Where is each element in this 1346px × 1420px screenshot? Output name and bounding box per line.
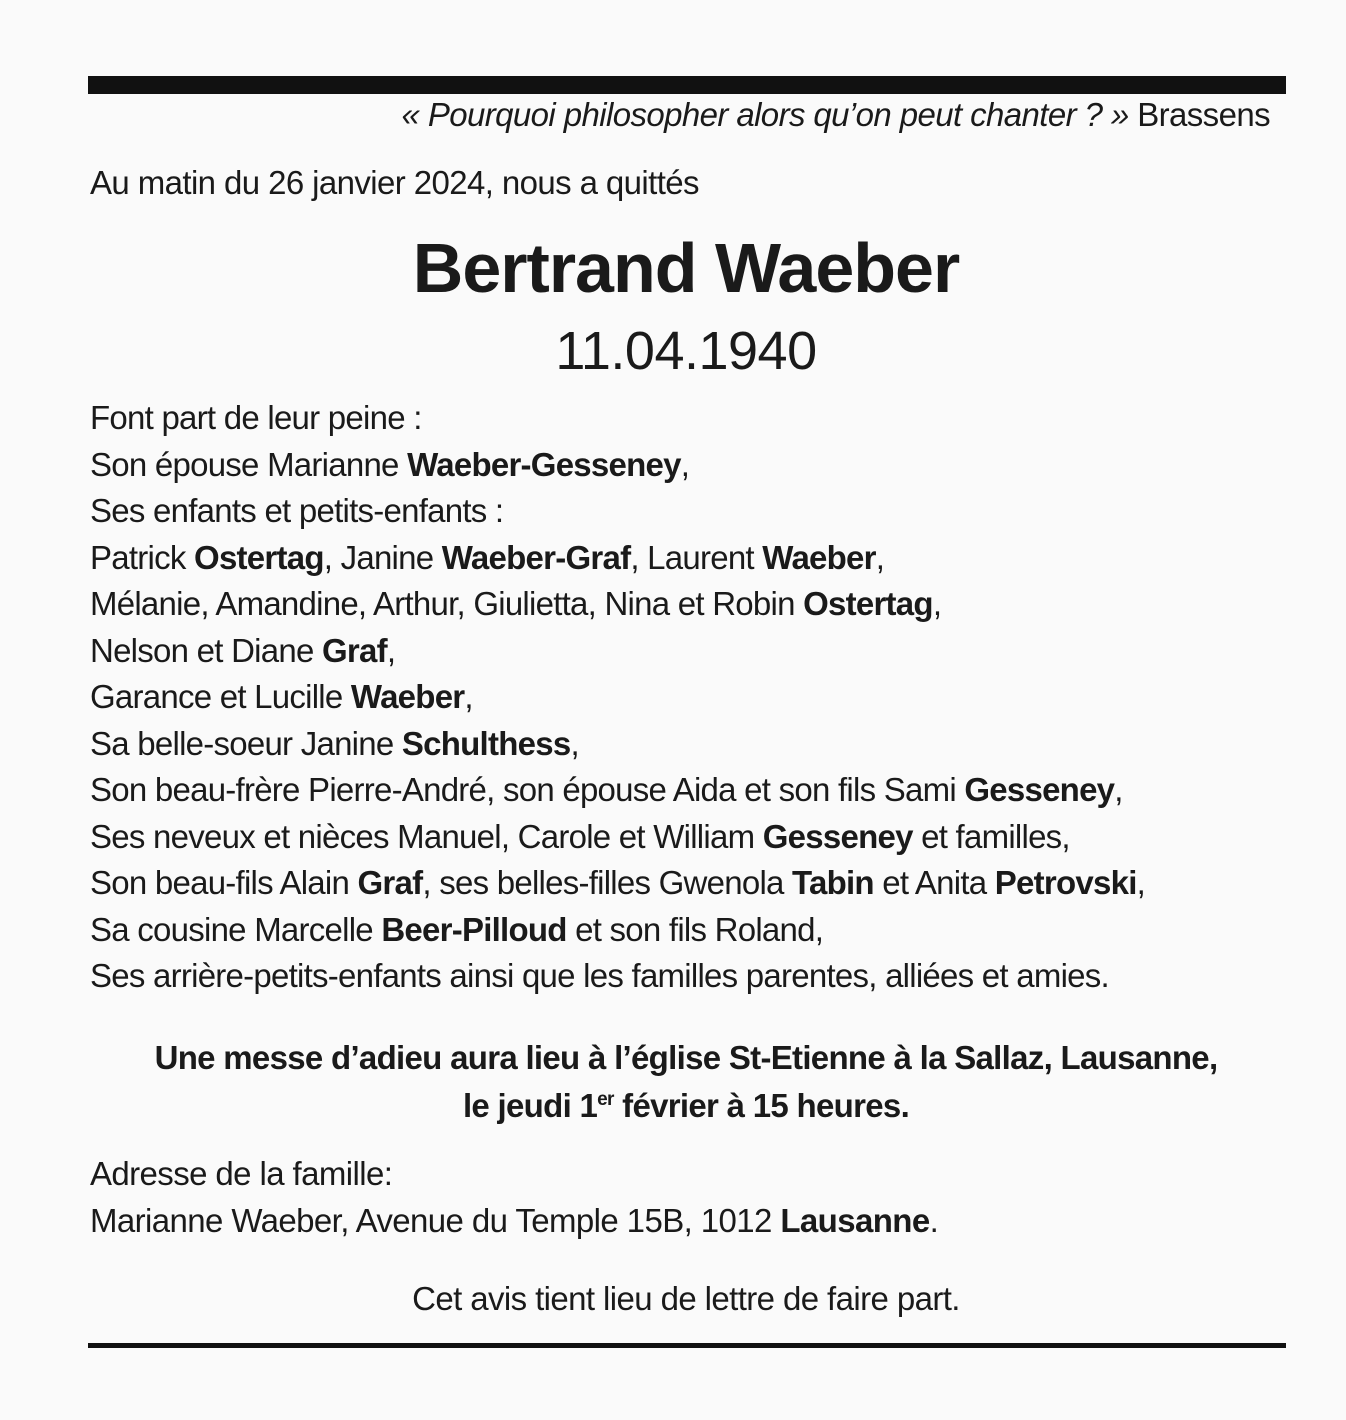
deceased-name: Bertrand Waeber — [412, 229, 960, 307]
text: Sa cousine Marcelle — [90, 910, 382, 948]
address-label: Adresse de la famille: — [90, 1155, 393, 1192]
city: Lausanne — [780, 1202, 930, 1239]
top-divider — [88, 76, 1286, 94]
text: , ses belles-filles Gwenola — [422, 864, 793, 901]
surname: Gesseney — [762, 817, 913, 855]
text: et familles, — [912, 817, 1070, 855]
text: , — [386, 631, 396, 669]
closing-note: Cet avis tient lieu de lettre de faire part. — [412, 1280, 960, 1317]
text: et Anita — [873, 864, 995, 901]
address-line — [90, 1197, 938, 1244]
family-list — [90, 395, 1145, 1000]
ceremony-announcement — [0, 1034, 1346, 1130]
bottom-divider — [88, 1343, 1286, 1348]
family-line — [90, 814, 1145, 861]
family-line — [90, 860, 1145, 907]
family-line — [90, 721, 1145, 768]
text: Son épouse Marianne — [90, 445, 408, 483]
surname: Waeber — [350, 678, 465, 715]
epigraph-author: Brassens — [1137, 96, 1270, 133]
family-line — [90, 628, 1145, 675]
epigraph-text: « Pourquoi philosopher alors qu’on peut chanter ? » — [401, 96, 1129, 133]
text: , — [1114, 771, 1123, 808]
text: , — [875, 538, 885, 576]
text: , — [932, 585, 942, 622]
family-line: Ses enfants et petits-enfants : — [90, 492, 504, 529]
text: , — [570, 724, 579, 762]
surname: Graf — [321, 631, 387, 669]
surname: Ostertag — [194, 538, 324, 576]
text: Son beau-fils Alain — [90, 864, 358, 901]
surname: Waeber-Graf — [441, 538, 631, 576]
ceremony-line — [0, 1082, 1346, 1130]
birth-date: 11.04.1940 — [555, 321, 817, 381]
ordinal-suffix: er — [597, 1089, 614, 1110]
text: Patrick — [90, 538, 195, 576]
family-line — [90, 581, 1145, 628]
surname: Schulthess — [401, 724, 571, 762]
surname: Ostertag — [803, 585, 933, 622]
surname: Gesseney — [964, 771, 1115, 808]
text: Mélanie, Amandine, Arthur, Giulietta, Nina et Robin — [90, 585, 804, 622]
text: , — [1136, 864, 1146, 901]
surname: Beer-Pilloud — [381, 910, 567, 948]
text: Garance et Lucille — [90, 678, 351, 715]
surname: Graf — [357, 864, 423, 901]
text: Marianne Waeber, Avenue du Temple 15B, 1012 — [90, 1202, 781, 1239]
text: , Laurent — [630, 538, 763, 576]
family-line — [90, 442, 1145, 489]
epigraph — [402, 96, 1270, 134]
text: février à 15 heures. — [613, 1087, 910, 1124]
text: Son beau-frère Pierre-André, son épouse Aida et son fils Sami — [90, 771, 965, 808]
text: Ses neveux et nièces Manuel, Carole et William — [90, 817, 763, 855]
text: Sa belle-soeur Janine — [90, 724, 402, 762]
text: , — [680, 445, 690, 483]
family-line — [90, 535, 1145, 582]
family-line — [90, 907, 1145, 954]
surname: Petrovski — [994, 864, 1137, 901]
intro-text: Au matin du 26 janvier 2024, nous a quittés — [90, 164, 699, 201]
text: , Janine — [323, 538, 442, 576]
text: et son fils Roland, — [566, 910, 824, 948]
text: Nelson et Diane — [90, 631, 322, 669]
text: le jeudi 1 — [462, 1087, 598, 1124]
text: , — [464, 678, 473, 715]
family-line: Ses arrière-petits-enfants ainsi que les familles parentes, alliées et amies. — [90, 957, 1109, 994]
surname: Waeber — [762, 538, 876, 576]
family-line — [90, 674, 1145, 721]
family-address — [90, 1150, 938, 1244]
ceremony-line: Une messe d’adieu aura lieu à l’église St-Etienne à la Sallaz, Lausanne, — [154, 1039, 1218, 1076]
surname: Tabin — [792, 864, 874, 901]
surname: Waeber-Gesseney — [407, 445, 681, 483]
family-line — [90, 767, 1145, 814]
text: . — [929, 1202, 939, 1239]
family-line: Font part de leur peine : — [90, 399, 422, 436]
